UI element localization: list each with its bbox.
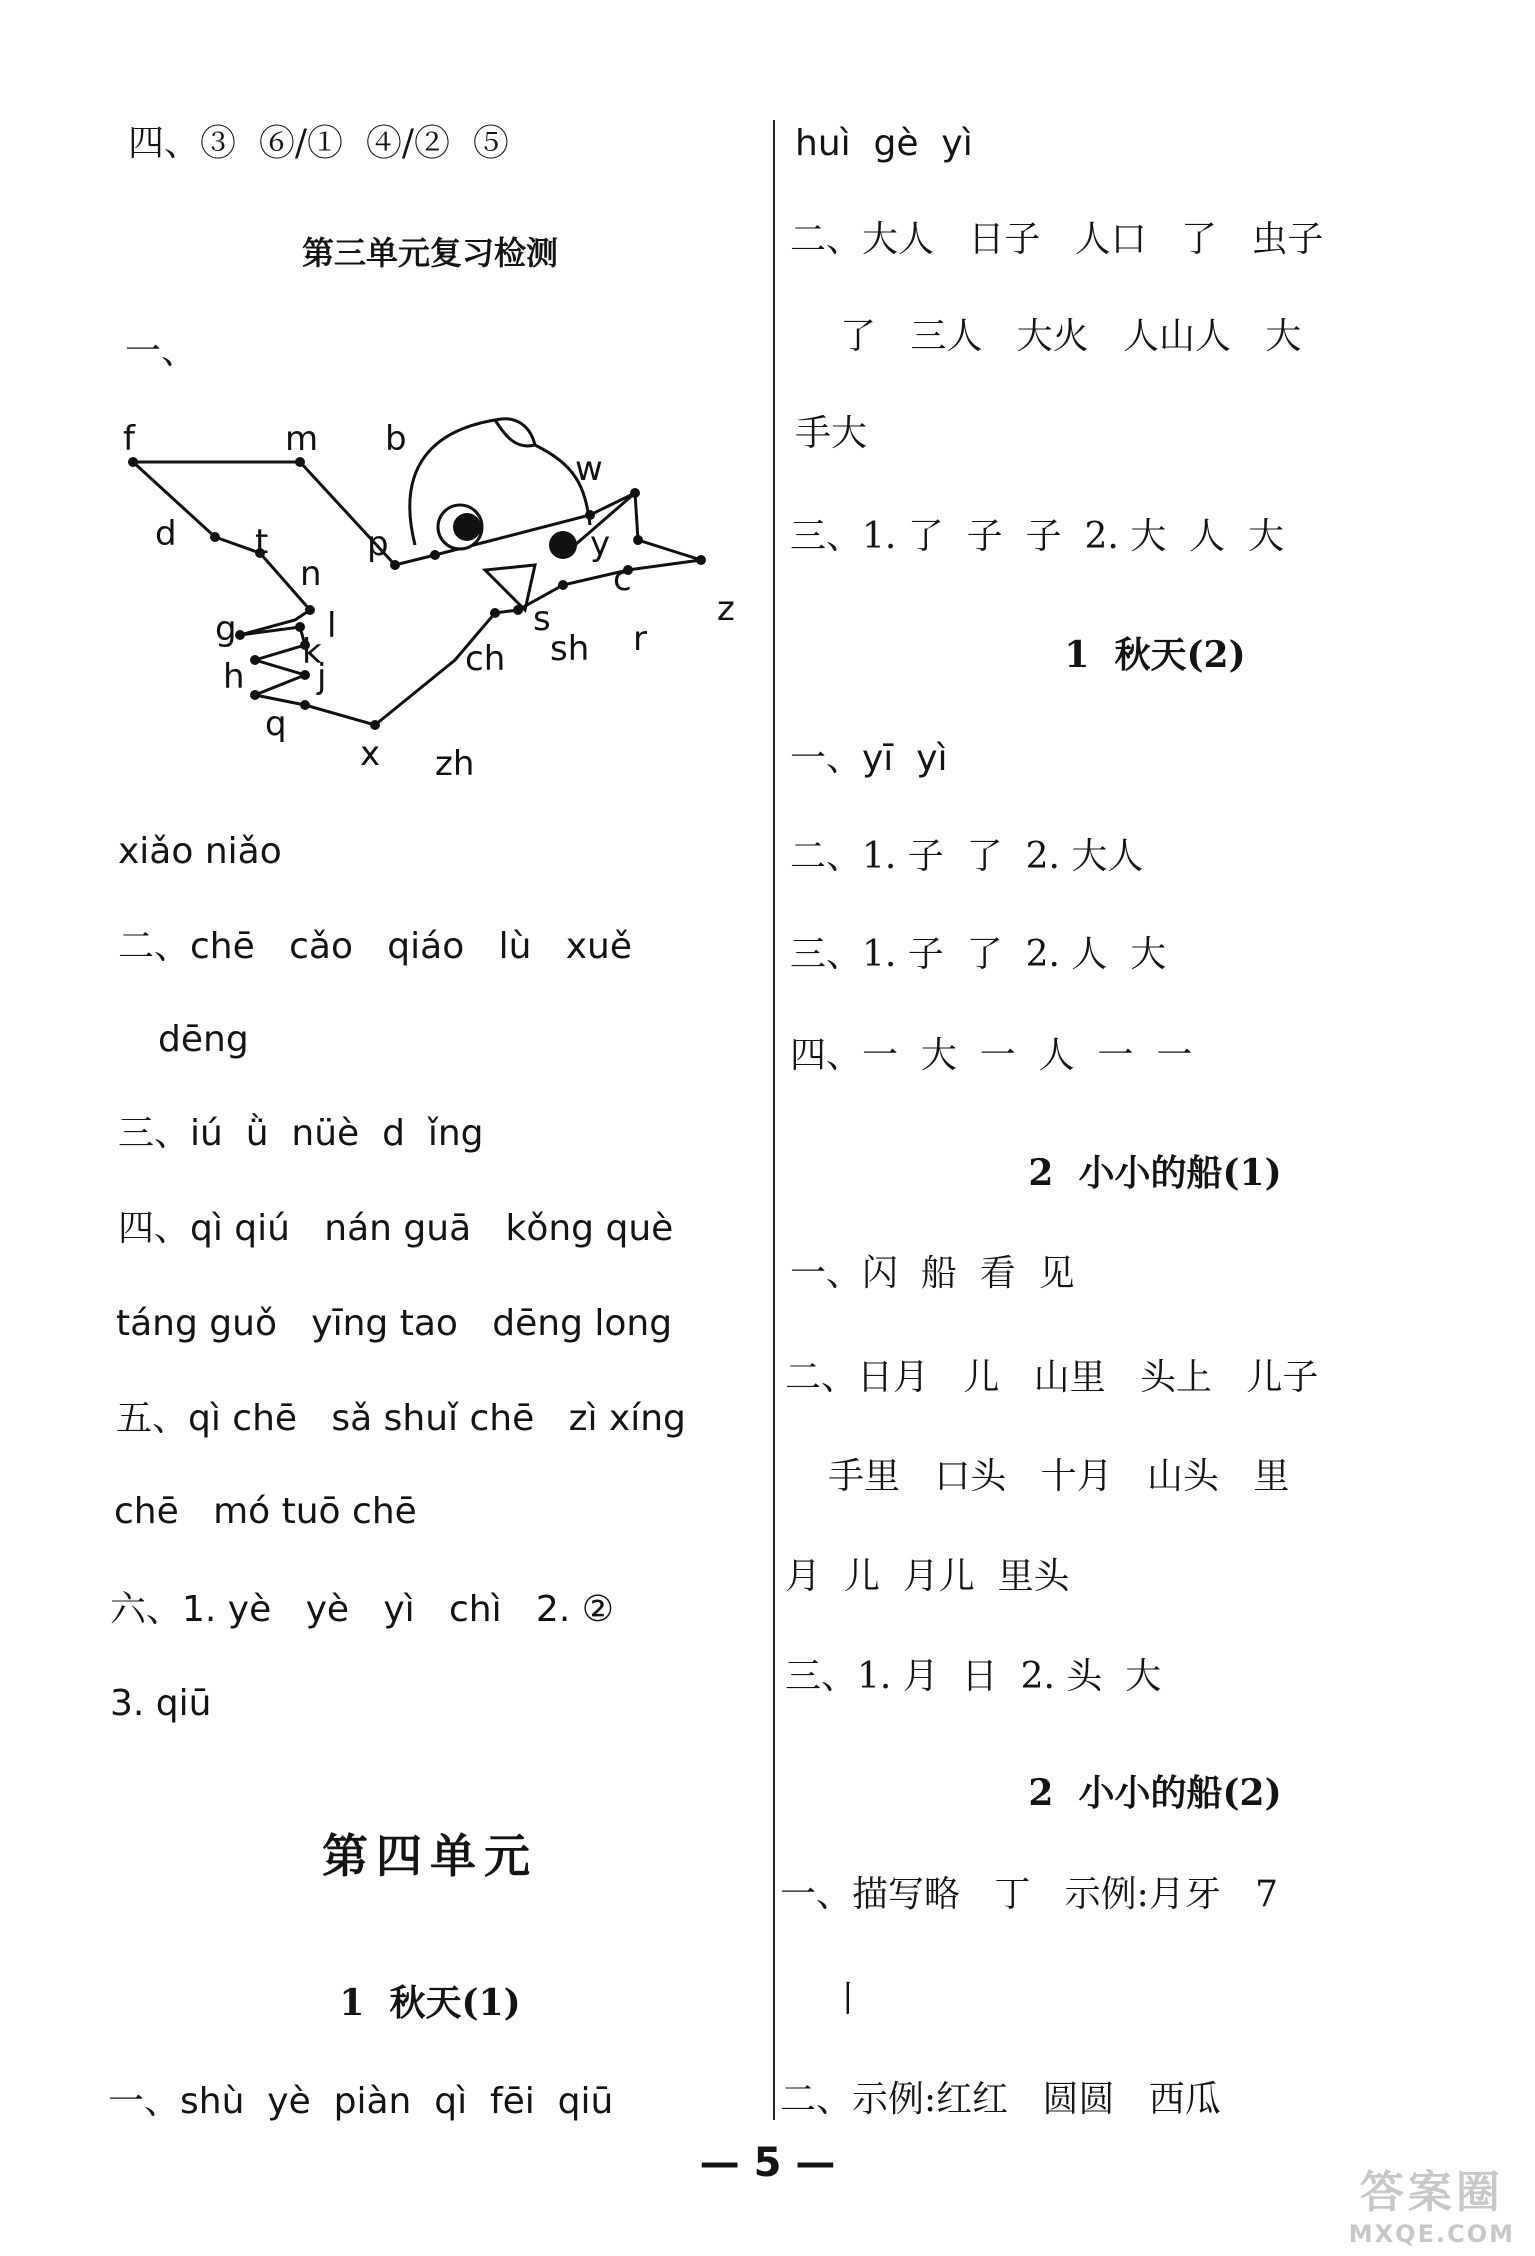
dot-label: g: [215, 609, 237, 649]
right-line-5: 三、1. 了 子 子 2. 大 人 大: [790, 516, 1285, 557]
left-answer-si-1: 四、qì qiú nán guā kǒng què: [118, 1208, 674, 1249]
column-divider: [773, 120, 775, 2120]
watermark-logo: 答案圈 MXQE.COM: [1348, 2167, 1515, 2248]
dot-label: zh: [435, 744, 475, 784]
left-answer-xiaoniao: xiǎo niǎo: [118, 831, 282, 872]
dot-label: w: [575, 449, 603, 489]
left-answer-wu-1: 五、qì chē sǎ shuǐ chē zì xíng: [116, 1398, 686, 1439]
page-number: — 5 —: [699, 2140, 836, 2186]
left-answer-er-1: 二、chē cǎo qiáo lù xuě: [118, 926, 632, 967]
left-answer-liu-2: 3. qiū: [110, 1683, 212, 1724]
right-line-3: 了 三人 大火 人山人 大: [840, 316, 1302, 357]
left-answer-er-2: dēng: [158, 1019, 249, 1060]
dot-label: c: [613, 559, 632, 599]
left-answer-last: 一、shù yè piàn qì fēi qiū: [108, 2081, 614, 2122]
dot-label: sh: [550, 629, 590, 669]
bird-dot-to-dot-figure: [105, 405, 755, 785]
left-answer-liu-1: 六、1. yè yè yì chì 2. ②: [110, 1589, 615, 1630]
dot-label: f: [123, 419, 135, 459]
dot-label: d: [155, 514, 177, 554]
dot-label: x: [360, 734, 381, 774]
lesson-heading-qiutian-1: 1 秋天(1): [339, 1982, 521, 2024]
left-answer-si: 四、③ ⑥/① ④/② ⑤: [128, 123, 509, 164]
right-line-9: 四、一 大 一 人 一 一: [790, 1035, 1193, 1076]
bird-eyes: [438, 505, 577, 559]
dot-label: n: [300, 554, 322, 594]
dot-label: r: [633, 619, 647, 659]
dot-label: m: [285, 419, 319, 459]
right-line-16: 丨: [830, 1979, 867, 2020]
dot-label: k: [302, 632, 322, 672]
right-line-10: 一、闪 船 看 见: [790, 1253, 1075, 1294]
lesson-heading-xiaoxiaodechuan-1: 2 小小的船(1): [1028, 1152, 1282, 1194]
right-line-15: 一、描写略 丁 示例:月牙 7: [780, 1874, 1279, 1915]
right-line-4: 手大: [795, 413, 868, 454]
dot-label: b: [385, 419, 407, 459]
section-heading-review-unit3: 第三单元复习检测: [301, 234, 558, 272]
left-answer-si-2: táng guǒ yīng tao dēng long: [116, 1303, 673, 1344]
dot-label: q: [265, 704, 287, 744]
right-line-2: 二、大人 日子 人口 了 虫子: [790, 219, 1324, 260]
unit-heading-4: 第四单元: [322, 1829, 538, 1883]
right-line-11: 二、日月 儿 山里 头上 儿子: [785, 1357, 1319, 1398]
dot-label: p: [367, 524, 389, 564]
right-line-12: 手里 口头 十月 山头 里: [828, 1456, 1290, 1497]
dot-label: ch: [465, 639, 506, 679]
dot-label: y: [590, 524, 611, 564]
dot-label: j: [317, 657, 327, 697]
lesson-heading-xiaoxiaodechuan-2: 2 小小的船(2): [1028, 1772, 1282, 1814]
dot-label: h: [223, 657, 245, 697]
left-answer-san: 三、iú ǜ nüè d ǐng: [118, 1113, 484, 1154]
left-answer-yi-label: 一、: [125, 331, 198, 372]
dot-label: z: [717, 589, 735, 629]
right-line-1: huì gè yì: [795, 123, 973, 164]
right-line-14: 三、1. 月 日 2. 头 大: [785, 1656, 1162, 1697]
right-line-13: 月 儿 月儿 里头: [785, 1556, 1070, 1597]
right-line-7: 二、1. 子 了 2. 大人: [790, 836, 1144, 877]
lesson-heading-qiutian-2: 1 秋天(2): [1064, 634, 1246, 676]
dot-label: s: [533, 599, 551, 639]
dot-label: l: [327, 606, 337, 646]
left-answer-wu-2: chē mó tuō chē: [114, 1491, 417, 1532]
dot-label: t: [255, 522, 269, 562]
right-line-8: 三、1. 子 了 2. 人 大: [790, 934, 1167, 975]
right-line-6: 一、yī yì: [790, 738, 948, 779]
right-line-17: 二、示例:红红 圆圆 西瓜: [780, 2079, 1221, 2120]
